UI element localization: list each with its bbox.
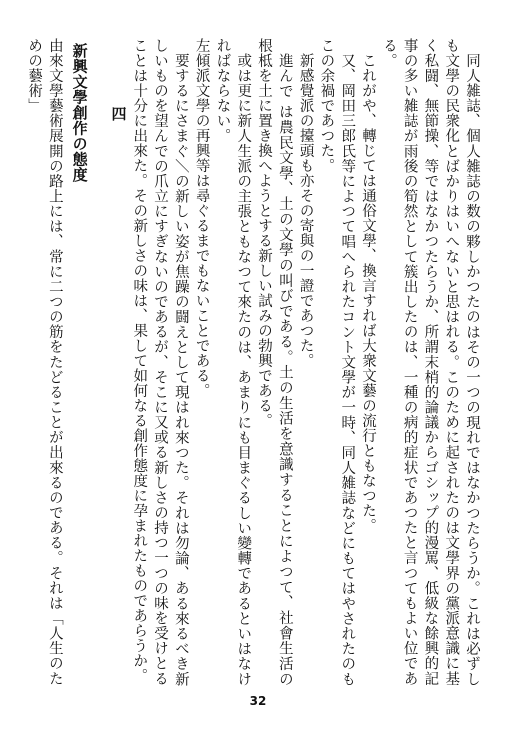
vertical-text-body	[23, 38, 482, 686]
page-number: 32	[249, 694, 267, 708]
paragraph-9: 由來文學藝術展開の路上には、常に二つの筋をたどることが出來るのである。それは「人生のための藝術」	[26, 38, 63, 686]
paragraph-5: 進んで は農民文學、土の文學の叫びである。土の生活を意識することによつて、社會生活の根柢を土に置き換へようとする新しい試みの勃興である。	[256, 38, 293, 686]
paragraph-7: 左傾派文學の再興等は尋ぐるまでもないことである。	[193, 38, 210, 398]
paragraph-2: これがや、轉じては通俗文學、換言すれば大衆文藝の流行ともなつた。	[360, 52, 377, 533]
paragraph-4: 新感覺派の擡頭も亦その寄與の一證であつた。	[297, 52, 314, 368]
section-number: 四	[109, 105, 128, 121]
paragraph-6: 或は更に新人生派の主張ともなつて來たのは、あまりにも目まぐるしい變轉であるといはなければならない。	[214, 38, 252, 686]
paragraph-3: 又、岡田三郎氏等によつて唱へられたコント文學が一時、同人雑誌などにもてはやされたのもこの余禍であつた。	[318, 38, 356, 686]
paragraph-1: 同人雑誌、個人雑誌の数の夥しかつたのはその一つの現れではなかつたらうか。これは必ずしも文學の民衆化とばかりはいへないと思はれる。このために起されたのは文學界の黨派意識に基く私闘、無節操、等ではなかつたらうか、所謂末梢的論議からゴシップ的漫罵、低級な餘興的記事の多い雑誌が雨後の筍然として簇出したのは、一種の病的症状であつたと言つてもよい位である。	[380, 38, 480, 686]
section-title: 新興文學創作の態度	[70, 42, 89, 182]
paragraph-8: 要するにさまぐ＼の新しい姿が焦躁の闘えとして現はれ來つた。それは勿論、ある來るべき新しいものを望んでの爪立にすぎないのであるが、そこに又或る新しさの持つ一つの味を受けとることは十分に出來た。その新しさの味は、果して如何なる創作態度に孕まれたものであらうか。	[131, 38, 189, 687]
